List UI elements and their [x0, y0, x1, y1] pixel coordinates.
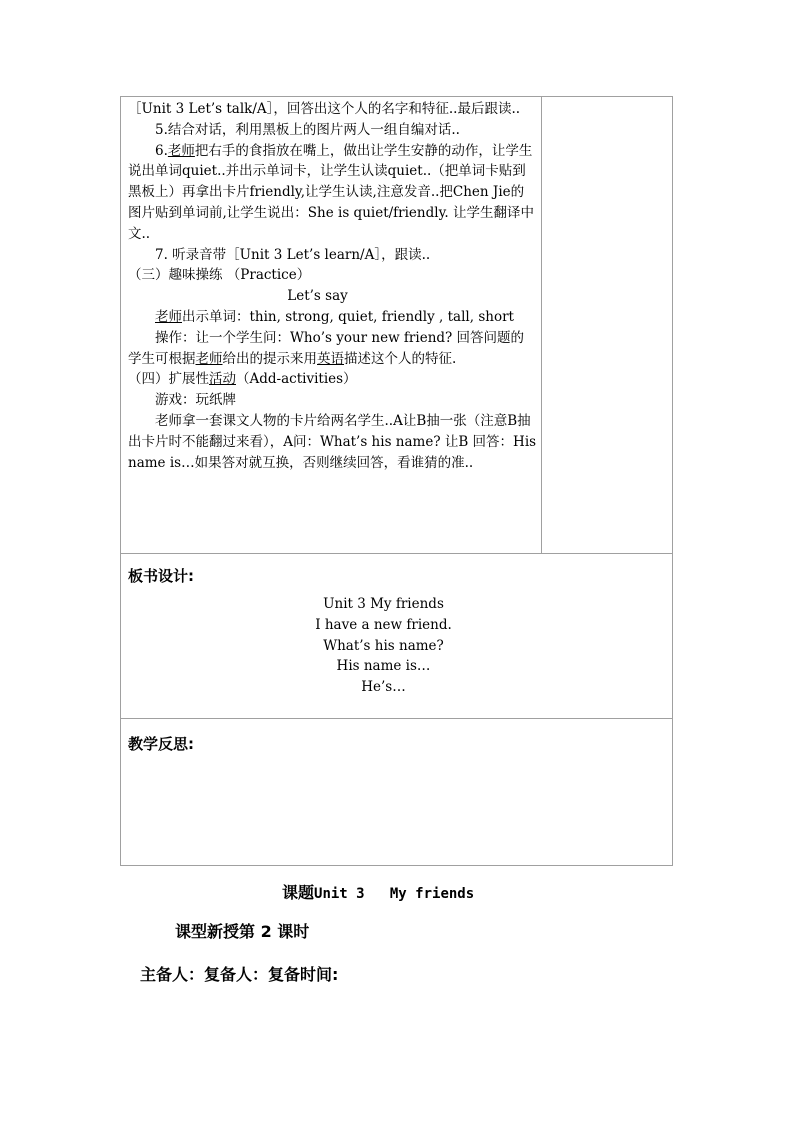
lesson-plan-table: [120, 96, 673, 866]
board-line: Unit 3 My friends: [323, 596, 444, 612]
text-span: （Add-activities）: [236, 371, 357, 388]
underlined-word: 活动: [209, 371, 236, 388]
lets-say-label: Let’s say: [287, 288, 348, 305]
game-line: 游戏：玩纸牌: [155, 392, 236, 409]
board-line: He’s…: [361, 679, 406, 696]
text-span: 操作：让一个学生问：Who’s your new friend? 回答问题的学生可根据: [128, 329, 525, 367]
text-span: 描述这个人的特征.: [344, 350, 457, 367]
board-line: His name is…: [336, 658, 431, 675]
underlined-word: 老师: [167, 142, 195, 159]
process-line-2: 5.结合对话，利用黑板上的图片两人一组自编对话..: [155, 121, 460, 138]
board-cell: [121, 554, 673, 719]
process-cell: [121, 97, 542, 554]
board-heading: 板书设计:: [128, 567, 194, 585]
board-content: [128, 594, 665, 698]
process-line-4: 7. 听录音带［Unit 3 Let’s learn/A］，跟读..: [155, 246, 431, 263]
game-description: 老师拿一套课文人物的卡片给两名学生..A让B抽一张（注意B抽出卡片时不能翻过来看），A问：What’s his name? 让B 回答：His name is…如果答对就互换，否则继续回答，看谁猜的准..: [128, 412, 537, 471]
underlined-word: 老师: [195, 350, 223, 367]
text-span: 把右手的食指放在嘴上，做出让学生安静的动作，让学生说出单词quiet..并出示单词卡，让学生认读quiet..（把单词卡贴到黑板上）再拿出卡片friendly,让学生认读,注意发音..把Chen Jie的图片贴到单词前,让学生说出：She is quiet/friendly. 让学生翻译中文..: [128, 142, 534, 242]
title-label: 课题: [282, 883, 315, 902]
text-span: 6.: [155, 142, 168, 159]
operation-line: [128, 328, 537, 370]
reflection-heading: 教学反思:: [128, 735, 194, 753]
section-4-heading: [128, 369, 537, 390]
board-row: [121, 554, 673, 719]
reflection-row: [121, 719, 673, 866]
process-line-1: ［Unit 3 Let’s talk/A］，回答出这个人的名字和特征..最后跟读..: [128, 101, 521, 117]
notes-cell: [542, 97, 673, 554]
text-span: 给出的提示来用: [222, 350, 317, 367]
underlined-word: 老师: [155, 308, 182, 325]
process-row: [121, 97, 673, 554]
lesson-title: [282, 880, 474, 903]
board-line: What’s his name?: [323, 637, 444, 654]
lesson-type-line: 课型新授第 2 课时: [175, 922, 310, 941]
process-line-3: [128, 141, 537, 245]
preparers-line: 主备人：复备人：复备时间:: [140, 965, 339, 984]
board-line: I have a new friend.: [315, 616, 452, 633]
title-value: Unit 3 My friends: [314, 886, 475, 902]
reflection-cell: [121, 719, 673, 866]
underlined-word: 英语: [317, 350, 344, 367]
words-line: [128, 307, 537, 328]
text-span: （四）扩展性: [128, 371, 209, 388]
text-span: 出示单词：thin, strong, quiet, friendly , tall, short: [182, 308, 514, 325]
section-3-heading: （三）趣味操练 （Practice）: [128, 267, 311, 284]
